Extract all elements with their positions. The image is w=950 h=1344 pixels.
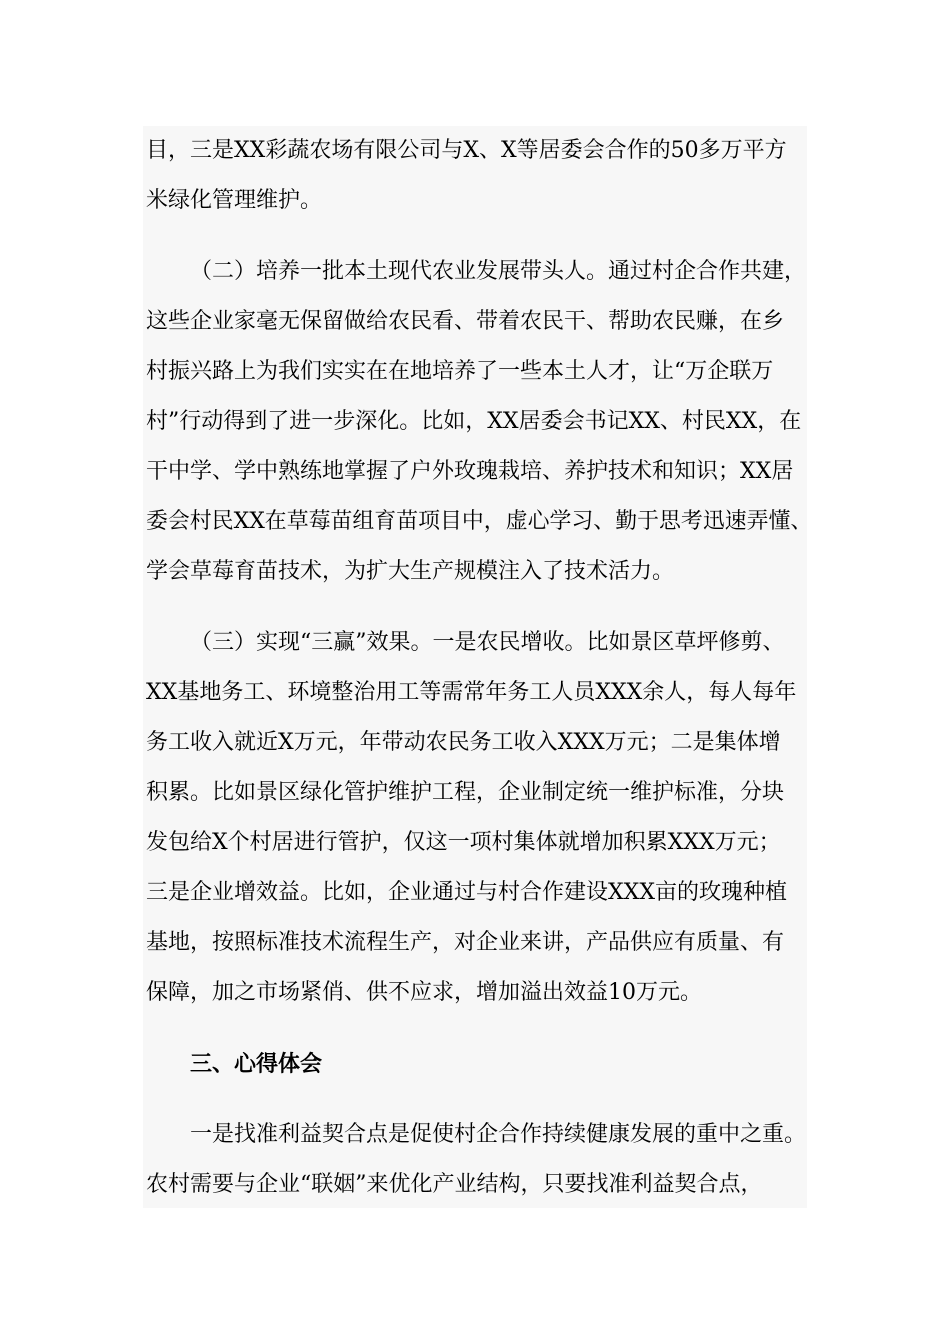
paragraph-line: 这些企业家毫无保留做给农民看、带着农民干、帮助农民赚，在乡 (146, 309, 785, 334)
paragraph-line: 积累。比如景区绿化管护维护工程，企业制定统一维护标准，分块 (146, 780, 785, 805)
paragraph-line: （二）培养一批本土现代农业发展带头人。通过村企合作共建， (190, 259, 807, 284)
paragraph-line: 基地，按照标准技术流程生产，对企业来讲，产品供应有质量、有 (146, 930, 785, 955)
paragraph-line: 发包给X个村居进行管护，仅这一项村集体就增加积累XXX万元； (146, 830, 781, 855)
paragraph-line: 农村需要与企业“联姻”来优化产业结构，只要找准利益契合点， (146, 1172, 763, 1197)
paragraph-line: 学会草莓育苗技术，为扩大生产规模注入了技术活力。 (146, 559, 675, 584)
paragraph-line: 干中学、学中熟练地掌握了户外玫瑰栽培、养护技术和知识；XX居 (146, 459, 794, 484)
paragraph-line: 委会村民XX在草莓苗组育苗项目中，虚心学习、勤于思考迅速弄懂、 (146, 509, 813, 534)
paragraph-line: 村振兴路上为我们实实在在地培养了一些本土人才，让“万企联万 (146, 359, 774, 384)
paragraph-line: 三是企业增效益。比如，企业通过与村合作建设XXX亩的玫瑰种植 (146, 880, 787, 905)
paragraph-line: 一是找准利益契合点是促使村企合作持续健康发展的重中之重。 (190, 1122, 807, 1147)
paragraph-line: 米绿化管理维护。 (146, 188, 323, 213)
paragraph-line: 村”行动得到了进一步深化。比如，XX居委会书记XX、村民XX，在 (146, 409, 802, 434)
paragraph-line: XX基地务工、环境整治用工等需常年务工人员XXX余人，每人每年 (146, 680, 797, 705)
document-page (143, 126, 807, 1208)
paragraph-line: 目，三是XX彩蔬农场有限公司与X、X等居委会合作的50多万平方 (146, 138, 787, 163)
paragraph-line: （三）实现“三赢”效果。一是农民增收。比如景区草坪修剪、 (190, 630, 785, 655)
section-heading: 三、心得体会 (190, 1051, 323, 1077)
paragraph-line: 保障，加之市场紧俏、供不应求，增加溢出效益10万元。 (146, 980, 702, 1005)
paragraph-line: 务工收入就近X万元，年带动农民务工收入XXX万元；二是集体增 (146, 730, 781, 755)
